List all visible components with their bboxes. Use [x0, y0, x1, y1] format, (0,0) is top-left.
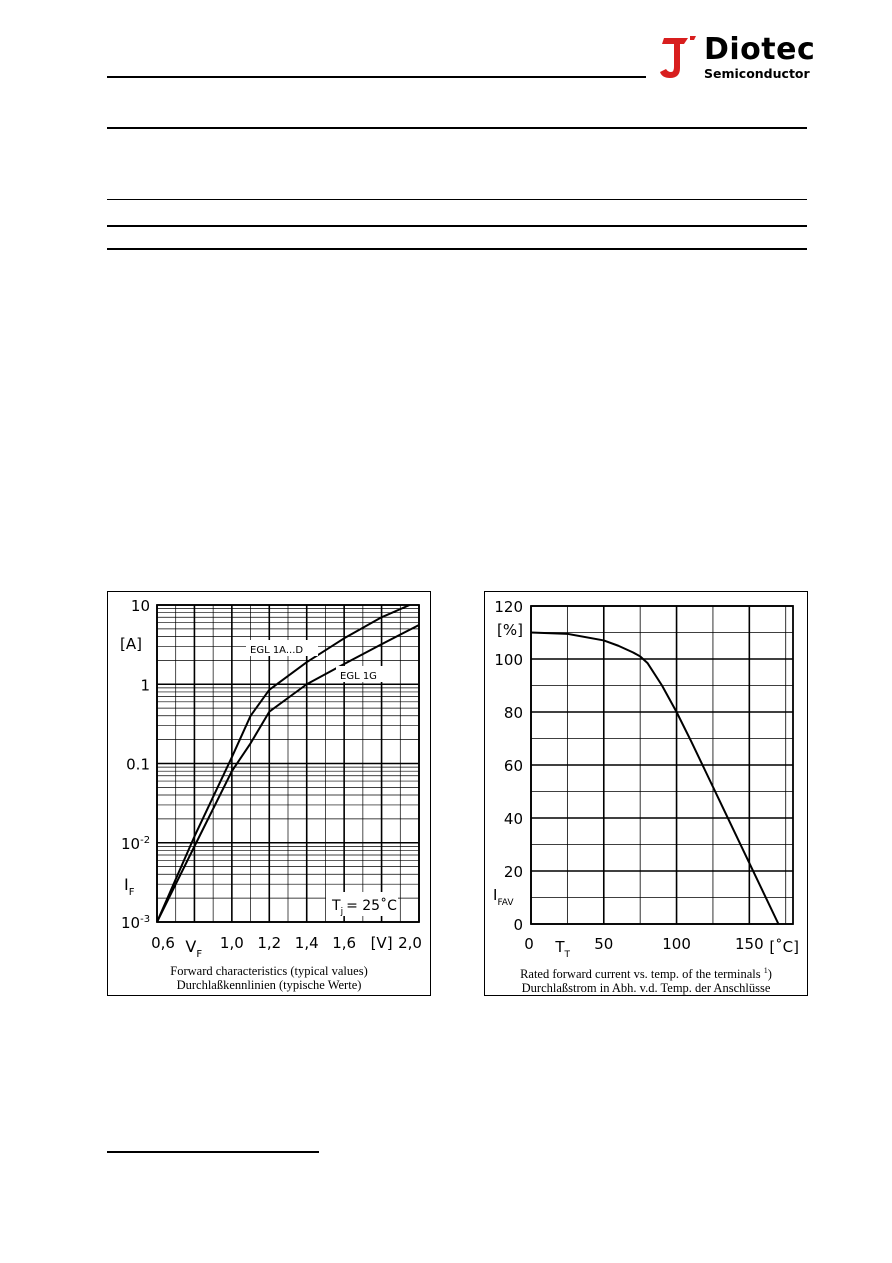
x-tick-label: 100 — [662, 935, 691, 953]
chart1-caption-line1: Forward characteristics (typical values) — [170, 964, 368, 978]
forward-characteristics-plot — [108, 592, 430, 995]
series-label: EGL 1G — [340, 671, 377, 682]
x-tick-label: 150 — [735, 935, 764, 953]
section-rule-2 — [107, 199, 807, 200]
series-label: EGL 1A...D — [250, 645, 304, 656]
chart2-caption-line2: Durchlaßstrom in Abh. v.d. Temp. der Anschlüsse — [521, 981, 771, 996]
header-rule — [107, 76, 646, 78]
condition-label: $T_j$ = 25˚C — [332, 898, 397, 917]
x-tick-label: 0,6 — [151, 934, 175, 952]
company-logo — [658, 34, 818, 84]
x-axis-label: $T_T$ — [555, 938, 571, 960]
y-tick-label: $10^{-2}$ — [121, 834, 151, 853]
y-tick-label: 120 — [494, 598, 523, 616]
chart2-caption — [485, 964, 807, 995]
y-tick-label: 0 — [513, 916, 523, 934]
y-tick-label: 20 — [503, 863, 523, 881]
logo-brand: Diotec — [704, 32, 816, 67]
chart2-caption-text: Rated forward current vs. temp. of the terminals — [520, 967, 761, 982]
current-derating-chart — [484, 591, 808, 996]
x-tick-label: 1,0 — [219, 934, 244, 952]
x-tick-label: 1,6 — [332, 934, 357, 952]
y-tick-label: 100 — [494, 651, 523, 669]
logo-subtitle: Semiconductor — [704, 66, 810, 81]
y-tick-label: 10 — [130, 597, 150, 615]
footnote-marker: 1 — [763, 966, 768, 975]
section-rule-4 — [107, 248, 807, 250]
current-derating-plot — [485, 592, 807, 995]
forward-characteristics-chart — [107, 591, 431, 996]
x-tick-label: 2,0 — [398, 934, 422, 952]
footnote-paren: ) — [767, 967, 772, 982]
chart1-caption-line2: Durchlaßkennlinien (typische Werte) — [176, 978, 362, 992]
y-unit-label: [A] — [120, 635, 142, 653]
section-rule-1 — [107, 127, 807, 129]
x-tick-label: 0 — [524, 935, 534, 953]
y-axis-label: $I_{FAV}$ — [493, 886, 514, 909]
x-tick-label: 1,2 — [257, 934, 282, 952]
chart1-caption — [108, 964, 430, 992]
y-tick-label: 40 — [503, 810, 523, 828]
x-tick-label: [V] — [370, 934, 393, 952]
x-tick-label: 50 — [594, 935, 614, 953]
y-axis-label: $I_F$ — [124, 875, 135, 898]
series-line-0 — [531, 633, 778, 925]
x-unit-label: [˚C] — [769, 938, 799, 956]
footnote-rule — [107, 1151, 319, 1153]
y-tick-label: 60 — [503, 757, 523, 775]
x-tick-label: 1,4 — [294, 934, 319, 952]
y-tick-label: 80 — [503, 704, 523, 722]
chart2-caption-line1 — [485, 964, 807, 981]
x-axis-label: $V_F$ — [185, 937, 203, 960]
y-unit-label: [%] — [497, 621, 523, 640]
y-tick-label: 0.1 — [126, 755, 150, 774]
diotec-mark-icon — [658, 34, 698, 82]
section-rule-3 — [107, 225, 807, 227]
y-tick-label: 1 — [140, 676, 150, 695]
y-tick-label: $10^{-3}$ — [121, 914, 151, 932]
